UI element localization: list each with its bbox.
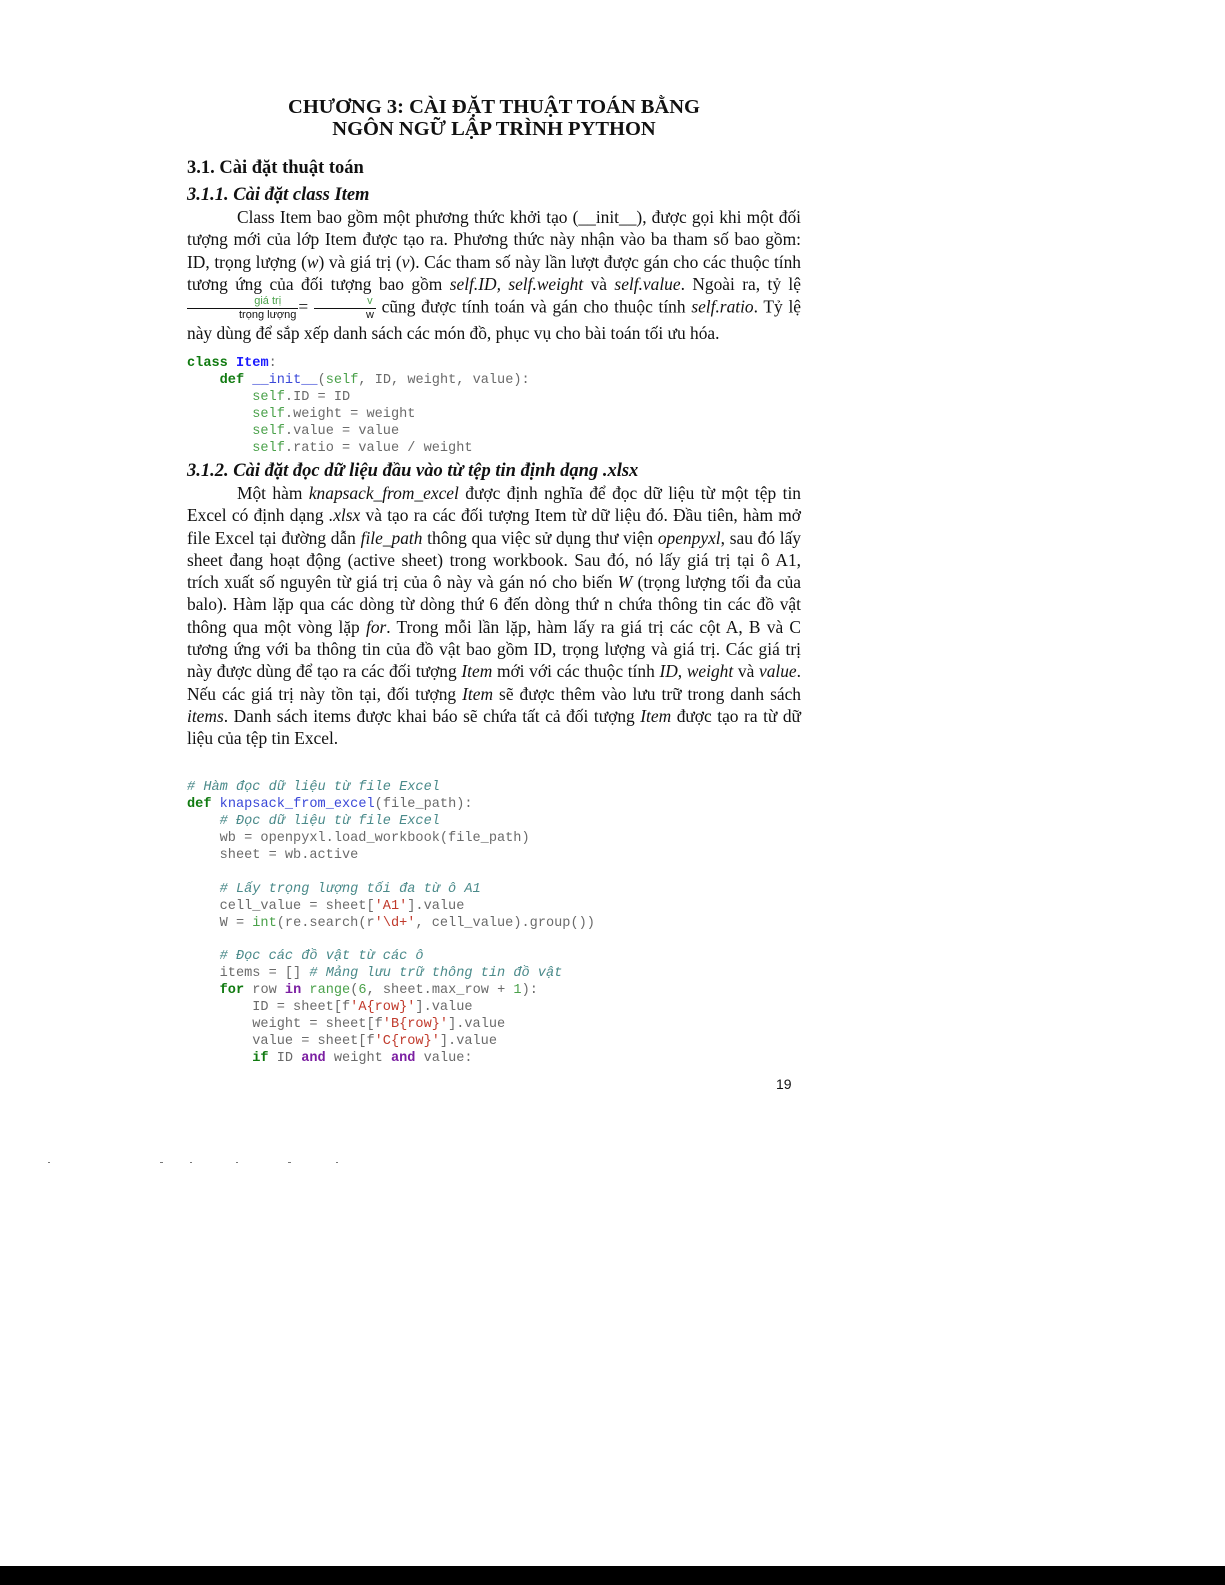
section-heading: 3.1. Cài đặt thuật toán bbox=[187, 158, 364, 178]
ratio-fraction: $\frac{\text{giá trị}}{\text{trọng lượng}}$ bbox=[187, 295, 298, 322]
paragraph-excel-reader: Một hàm knapsack_from_excel được định nghĩa để đọc dữ liệu từ một tệp tin Excel có định dạng .xlsx và tạo ra các đối tượng Item từ dữ liệu đó. Đầu tiên, hàm mở file Excel tại đường dẫn file_path thông qua việc sử dụng thư viện openpyxl, sau đó lấy sheet đang hoạt động (active sheet) trong workbook. Sau đó, nó lấy giá trị tại ô A1, trích xuất số nguyên từ giá trị của ô này và gán nó cho biến W (trọng lượng tối đa của balo). Hàm lặp qua các dòng từ dòng thứ 6 đến dòng thứ n chứa thông tin các đồ vật thông qua một vòng lặp for. Trong mỗi lần lặp, hàm lấy ra giá trị các cột A, B và C tương ứng với ba thông tin của đồ vật bao gồm ID, trọng lượng và giá trị. Các giá trị này được dùng để tạo ra các đối tượng Item mới với các thuộc tính ID, weight và value. Nếu các giá trị này tồn tại, đối tượng Item sẽ được thêm vào lưu trữ trong danh sách items. Danh sách items được khai báo sẽ chứa tất cả đối tượng Item được tạo ra từ dữ liệu của tệp tin Excel. bbox=[187, 482, 802, 749]
page-content bbox=[187, 96, 801, 1068]
bottom-border bbox=[0, 1566, 1225, 1585]
code-block-knapsack-from-excel: # Hàm đọc dữ liệu từ file Excel def knapsack_from_excel(file_path): # Đọc dữ liệu từ file Excel wb = openpyxl.load_workbook(file_path) sheet = wb.active # Lấy trọng lượng tối đa từ ô A1 cell_value = sheet['A1'].value W = int(re.search(r'\d+', cell_value).group()) # Đọc các đồ vật từ các ô items = [] # Mảng lưu trữ thông tin đồ vật for row in range(6, sheet.max_row + 1): ID = sheet[f'A{row}'].value weight = sheet[f'B{row}'].value value = sheet[f'C{row}'].value if ID and weight and value: bbox=[187, 780, 595, 1066]
code-block-class-item: class Item: def __init__(self, ID, weight, value): self.ID = ID self.weight = weight self.value = value self.ratio = value / weight bbox=[187, 356, 530, 457]
chapter-title-line-1: CHƯƠNG 3: CÀI ĐẶT THUẬT TOÁN BẰNG bbox=[288, 96, 700, 118]
scan-artifact-dots bbox=[40, 1161, 360, 1164]
ratio-fraction-vw: $\frac{v}{w}$ bbox=[314, 295, 376, 322]
paragraph-class-item: Class Item bao gồm một phương thức khởi tạo (__init__), được gọi khi một đối tượng mới của lớp Item được tạo ra. Phương thức này nhận vào ba tham số bao gồm: ID, trọng lượng (w) và giá trị (v). Các tham số này lần lượt được gán cho các thuộc tính tương ứng của đối tượng bao gồm self.ID, self.weight và self.value. Ngoài ra, tỷ lệ $\frac{\text{giá trị}}{\text{trọng lượng}}$ = $\frac{v}{w}$ cũng được tính toán và gán cho thuộc tính self.ratio. Tỷ lệ này dùng để sắp xếp danh sách các món đồ, phục vụ cho bài toán tối ưu hóa. bbox=[187, 207, 801, 344]
subsection-heading-2: 3.1.2. Cài đặt đọc dữ liệu đầu vào từ tệp tin định dạng .xlsx bbox=[187, 460, 639, 481]
subsection-heading-1: 3.1.1. Cài đặt class Item bbox=[187, 185, 370, 205]
page-number: 19 bbox=[776, 1076, 792, 1092]
chapter-title-line-2: NGÔN NGỮ LẬP TRÌNH PYTHON bbox=[332, 118, 656, 140]
chapter-title bbox=[187, 96, 801, 140]
